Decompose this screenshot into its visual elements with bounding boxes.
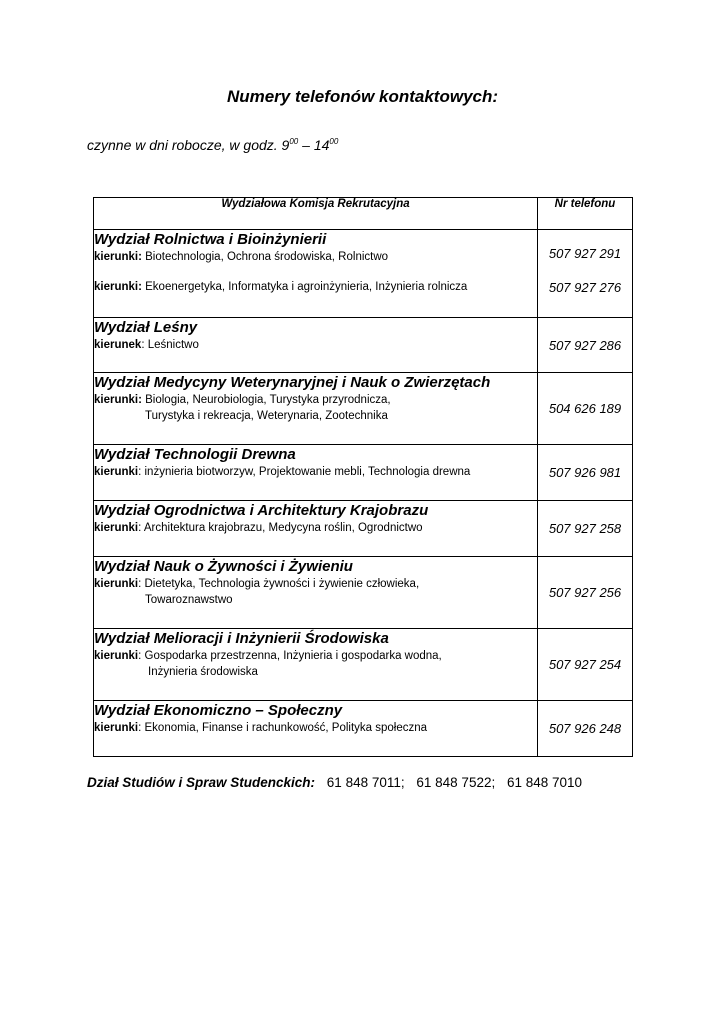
dept-directions: kierunki: Biologia, Neurobiologia, Turystyka przyrodnicza, bbox=[94, 394, 391, 406]
hours-end-minutes: 00 bbox=[329, 137, 339, 146]
dept-directions: kierunki: Dietetyka, Technologia żywności i żywienie człowieka, bbox=[94, 578, 420, 590]
dept-name: Wydział Ogrodnictwa i Architektury Krajobrazu bbox=[94, 502, 429, 519]
footer-phone: 61 848 7011; bbox=[326, 775, 405, 790]
phone-number: 507 927 254 bbox=[548, 657, 622, 672]
dept-directions-cont: Inżynieria środowiska bbox=[148, 666, 258, 678]
dept-directions: kierunki: Biotechnologia, Ochrona środowiska, Rolnictwo bbox=[94, 251, 389, 263]
table-row bbox=[94, 373, 633, 445]
phone-cell bbox=[538, 701, 633, 757]
table-row bbox=[94, 557, 633, 629]
dept-directions-cont: Towaroznawstwo bbox=[145, 594, 233, 606]
dept-name: Wydział Melioracji i Inżynierii Środowiska bbox=[94, 630, 389, 647]
phone-number: 507 927 256 bbox=[548, 585, 622, 600]
table-row bbox=[94, 629, 633, 701]
dept-directions: kierunki: Architektura krajobrazu, Medycyna roślin, Ogrodnictwo bbox=[94, 522, 423, 534]
phone-number: 507 926 981 bbox=[548, 465, 622, 480]
header-phone: Nr telefonu bbox=[538, 198, 633, 230]
contacts-table bbox=[93, 197, 633, 757]
phone-cell bbox=[538, 629, 633, 701]
dept-cell bbox=[94, 318, 538, 373]
dept-name: Wydział Leśny bbox=[94, 319, 198, 336]
dept-directions-cont: Turystyka i rekreacja, Weterynaria, Zootechnika bbox=[145, 410, 388, 422]
office-hours bbox=[87, 137, 338, 153]
dept-directions: kierunki: Gospodarka przestrzenna, Inżynieria i gospodarka wodna, bbox=[94, 650, 442, 662]
footer-label: Dział Studiów i Spraw Studenckich: bbox=[87, 775, 316, 790]
phone-cell bbox=[538, 318, 633, 373]
dept-name: Wydział Ekonomiczno – Społeczny bbox=[94, 702, 343, 719]
dept-cell bbox=[94, 230, 538, 318]
phone-number: 507 927 258 bbox=[548, 521, 622, 536]
phone-number: 507 927 286 bbox=[548, 337, 622, 353]
dept-cell bbox=[94, 501, 538, 557]
header-committee: Wydziałowa Komisja Rekrutacyjna bbox=[94, 198, 538, 230]
phone-cell bbox=[538, 230, 633, 318]
table-header-row bbox=[94, 198, 633, 230]
table-row bbox=[94, 230, 633, 318]
dept-name: Wydział Nauk o Żywności i Żywieniu bbox=[94, 558, 353, 575]
dept-name: Wydział Medycyny Weterynaryjnej i Nauk o Zwierzętach bbox=[94, 374, 491, 391]
dept-directions: kierunki: inżynieria biotworzyw, Projektowanie mebli, Technologia drewna bbox=[94, 466, 471, 478]
phone-cell bbox=[538, 501, 633, 557]
footer-phone: 61 848 7522; bbox=[416, 775, 496, 790]
dept-cell bbox=[94, 629, 538, 701]
dept-cell bbox=[94, 373, 538, 445]
hours-separator: – bbox=[298, 137, 314, 153]
dept-cell bbox=[94, 445, 538, 501]
dept-name: Wydział Rolnictwa i Bioinżynierii bbox=[94, 231, 327, 248]
student-office-footer bbox=[87, 775, 582, 790]
dept-directions: kierunki: Ekoenergetyka, Informatyka i agroinżynieria, Inżynieria rolnicza bbox=[94, 281, 468, 293]
hours-prefix: czynne w dni robocze, w godz. bbox=[87, 137, 282, 153]
dept-directions: kierunki: Ekonomia, Finanse i rachunkowość, Polityka społeczna bbox=[94, 722, 428, 734]
phone-number: 507 927 276 bbox=[548, 280, 622, 295]
dept-directions: kierunek: Leśnictwo bbox=[94, 339, 199, 351]
phone-number: 504 626 189 bbox=[548, 401, 622, 416]
phone-cell bbox=[538, 557, 633, 629]
phone-number: 507 927 291 bbox=[548, 246, 622, 261]
dept-name: Wydział Technologii Drewna bbox=[94, 446, 296, 463]
dept-cell bbox=[94, 557, 538, 629]
footer-phone: 61 848 7010 bbox=[506, 775, 583, 790]
table-row bbox=[94, 318, 633, 373]
table-row bbox=[94, 445, 633, 501]
hours-end: 14 bbox=[313, 137, 330, 153]
phone-number: 507 926 248 bbox=[548, 721, 622, 736]
table-row bbox=[94, 501, 633, 557]
phone-cell bbox=[538, 445, 633, 501]
phone-cell bbox=[538, 373, 633, 445]
hours-start-minutes: 00 bbox=[289, 137, 299, 146]
table-row bbox=[94, 701, 633, 757]
page-title: Numery telefonów kontaktowych: bbox=[226, 87, 499, 106]
hours-start: 9 bbox=[281, 137, 290, 153]
dept-cell bbox=[94, 701, 538, 757]
